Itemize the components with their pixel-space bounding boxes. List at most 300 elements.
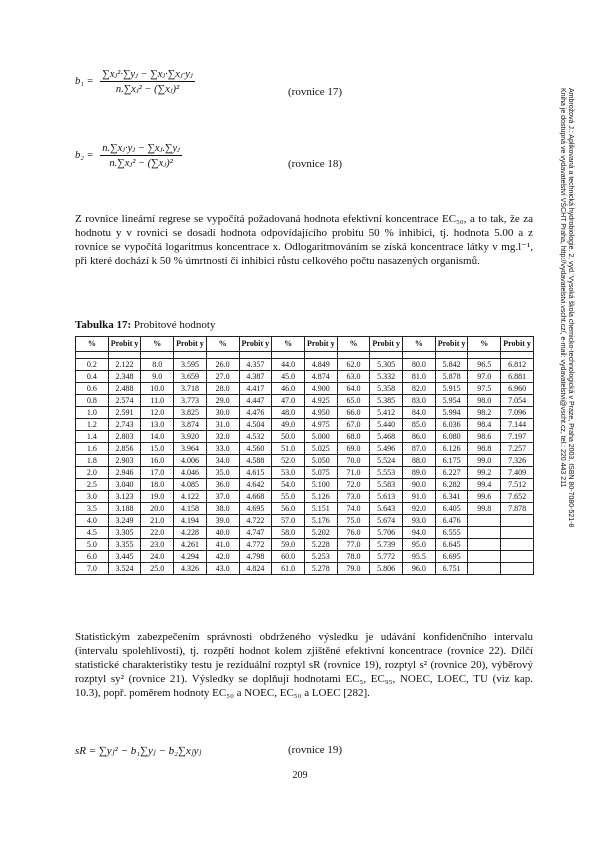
table-cell-probit: 7.652	[501, 491, 534, 503]
table-cell-probit: 6.405	[435, 503, 468, 515]
table-cell-probit: 5.176	[304, 515, 337, 527]
table-cell-probit: 3.718	[174, 383, 207, 395]
column-header-percent: %	[272, 337, 305, 352]
table-row	[76, 395, 534, 407]
table-cell-probit: 4.387	[239, 371, 272, 383]
table-cell-percent: 40.0	[206, 527, 239, 539]
table-cell-probit: 6.126	[435, 443, 468, 455]
table-cell-probit: 5.583	[370, 479, 403, 491]
table-cell-probit: 2.574	[108, 395, 141, 407]
table-cell-percent: 99.4	[468, 479, 501, 491]
table-cell-probit: 5.524	[370, 455, 403, 467]
table-cell-probit: 5.126	[304, 491, 337, 503]
table-cell-percent: 34.0	[206, 455, 239, 467]
table-cell-percent: 47.0	[272, 395, 305, 407]
table-cell-probit: 5.613	[370, 491, 403, 503]
table-cell-percent: 80.0	[403, 359, 436, 371]
equation-17-fraction	[100, 68, 194, 95]
table-cell-percent: 51.0	[272, 443, 305, 455]
table-cell-probit: 6.036	[435, 419, 468, 431]
column-header-percent: %	[403, 337, 436, 352]
table-cell-percent: 45.0	[272, 371, 305, 383]
table-cell-probit: 3.123	[108, 491, 141, 503]
equation-18	[75, 142, 182, 169]
table-cell-probit: 6.751	[435, 563, 468, 575]
table-cell-percent: 99.0	[468, 455, 501, 467]
table-cell-probit: 3.445	[108, 551, 141, 563]
table-cell-percent: 9.0	[141, 371, 174, 383]
table-row	[76, 491, 534, 503]
table-cell-percent: 17.0	[141, 467, 174, 479]
table-cell-probit: 7.054	[501, 395, 534, 407]
table-cell-probit: 7.257	[501, 443, 534, 455]
table-cell-percent: 59.0	[272, 539, 305, 551]
table-cell-percent: 28.0	[206, 383, 239, 395]
table-cell-percent: 69.0	[337, 443, 370, 455]
table-row	[76, 407, 534, 419]
table-cell-probit: 6.341	[435, 491, 468, 503]
table-cell-percent: 70.0	[337, 455, 370, 467]
table-cell-probit: 2.946	[108, 467, 141, 479]
table-cell-percent	[468, 539, 501, 551]
table-cell-percent: 1.2	[76, 419, 109, 431]
table-cell-percent: 50.0	[272, 431, 305, 443]
table-cell-probit: 5.253	[304, 551, 337, 563]
table-cell-probit: 4.122	[174, 491, 207, 503]
table-cell-percent: 72.0	[337, 479, 370, 491]
table-spacer-cell	[403, 352, 436, 359]
table-cell-percent: 49.0	[272, 419, 305, 431]
table-cell-probit: 4.326	[174, 563, 207, 575]
table-cell-percent: 2.0	[76, 467, 109, 479]
table-cell-percent: 19.0	[141, 491, 174, 503]
table-cell-probit: 4.615	[239, 467, 272, 479]
table-cell-percent: 0.4	[76, 371, 109, 383]
table-cell-percent: 99.6	[468, 491, 501, 503]
table-cell-percent: 27.0	[206, 371, 239, 383]
table-cell-percent: 1.4	[76, 431, 109, 443]
sidebar-citation	[559, 88, 574, 528]
equation-18-numerator: n.∑xⱼ·yⱼ − ∑xⱼ.∑yⱼ	[102, 143, 180, 154]
table-cell-probit: 3.040	[108, 479, 141, 491]
table-cell-probit: 5.440	[370, 419, 403, 431]
table-cell-probit: 7.326	[501, 455, 534, 467]
table-cell-probit	[501, 515, 534, 527]
table-cell-probit: 4.046	[174, 467, 207, 479]
table-cell-probit: 7.409	[501, 467, 534, 479]
table-spacer-cell	[239, 352, 272, 359]
table-cell-probit: 6.812	[501, 359, 534, 371]
table-spacer-cell	[435, 352, 468, 359]
table-row	[76, 359, 534, 371]
table-cell-percent: 61.0	[272, 563, 305, 575]
column-header-probit: Probit y	[435, 337, 468, 352]
table-cell-percent: 76.0	[337, 527, 370, 539]
table-spacer-cell	[108, 352, 141, 359]
table-cell-percent: 78.0	[337, 551, 370, 563]
table-cell-probit: 6.080	[435, 431, 468, 443]
table-cell-probit: 5.100	[304, 479, 337, 491]
table-cell-percent	[468, 551, 501, 563]
table-cell-probit: 5.496	[370, 443, 403, 455]
column-header-percent: %	[337, 337, 370, 352]
table-row	[76, 515, 534, 527]
table-cell-probit: 4.417	[239, 383, 272, 395]
equation-17-label: (rovnice 17)	[288, 86, 343, 98]
column-header-percent: %	[76, 337, 109, 352]
table-cell-probit: 5.878	[435, 371, 468, 383]
table-cell-percent: 7.0	[76, 563, 109, 575]
table-cell-percent: 1.8	[76, 455, 109, 467]
table-spacer-cell	[370, 352, 403, 359]
table-cell-probit: 2.743	[108, 419, 141, 431]
table-spacer-cell	[304, 352, 337, 359]
table-cell-probit: 7.878	[501, 503, 534, 515]
table-cell-probit: 4.925	[304, 395, 337, 407]
table-row	[76, 431, 534, 443]
table-row	[76, 551, 534, 563]
table-cell-percent: 96.5	[468, 359, 501, 371]
table-cell-probit: 5.915	[435, 383, 468, 395]
table-cell-percent: 60.0	[272, 551, 305, 563]
table-row	[76, 539, 534, 551]
table-spacer-cell	[468, 352, 501, 359]
table-cell-probit: 4.722	[239, 515, 272, 527]
table-cell-probit: 6.645	[435, 539, 468, 551]
table-cell-percent: 89.0	[403, 467, 436, 479]
equation-17-denominator: n.∑xⱼ² − (∑xⱼ)²	[115, 84, 180, 95]
table-cell-percent: 83.0	[403, 395, 436, 407]
table-cell-percent: 14.0	[141, 431, 174, 443]
table-cell-percent: 29.0	[206, 395, 239, 407]
table-cell-probit: 4.085	[174, 479, 207, 491]
table-cell-probit: 4.798	[239, 551, 272, 563]
table-row	[76, 455, 534, 467]
table-cell-probit	[501, 539, 534, 551]
table-cell-probit: 4.642	[239, 479, 272, 491]
table-cell-percent: 22.0	[141, 527, 174, 539]
table-cell-percent: 33.0	[206, 443, 239, 455]
table-cell-percent: 98.8	[468, 443, 501, 455]
column-header-probit: Probit y	[239, 337, 272, 352]
table-cell-percent: 0.2	[76, 359, 109, 371]
table-cell-probit: 5.643	[370, 503, 403, 515]
table-cell-probit	[501, 551, 534, 563]
table-cell-probit: 5.358	[370, 383, 403, 395]
table-cell-probit: 4.695	[239, 503, 272, 515]
table-row	[76, 371, 534, 383]
table-cell-percent: 71.0	[337, 467, 370, 479]
table-cell-percent: 5.0	[76, 539, 109, 551]
table-cell-probit: 3.874	[174, 419, 207, 431]
equation-18-denominator: n.∑xⱼ² − (∑xⱼ)²	[109, 158, 173, 169]
table-cell-probit: 3.773	[174, 395, 207, 407]
table-cell-probit: 2.591	[108, 407, 141, 419]
table-cell-probit	[501, 563, 534, 575]
table-cell-probit: 4.194	[174, 515, 207, 527]
table-cell-probit: 4.006	[174, 455, 207, 467]
column-header-percent: %	[141, 337, 174, 352]
table-caption-title: Probitové hodnoty	[133, 319, 216, 331]
column-header-percent: %	[206, 337, 239, 352]
equation-17-lhs: b₁ =	[75, 76, 94, 87]
table-cell-probit: 5.000	[304, 431, 337, 443]
table-cell-percent: 41.0	[206, 539, 239, 551]
table-spacer-row	[76, 352, 534, 359]
table-cell-percent: 1.0	[76, 407, 109, 419]
table-cell-probit: 4.874	[304, 371, 337, 383]
table-cell-percent: 75.0	[337, 515, 370, 527]
page-number: 209	[292, 770, 308, 781]
table-cell-percent: 4.0	[76, 515, 109, 527]
table-cell-probit: 5.772	[370, 551, 403, 563]
table-row	[76, 419, 534, 431]
table-cell-probit: 6.881	[501, 371, 534, 383]
table-cell-percent: 43.0	[206, 563, 239, 575]
table-cell-percent: 87.0	[403, 443, 436, 455]
column-header-probit: Probit y	[501, 337, 534, 352]
paragraph-statistics: Statistickým zabezpečením správnosti obdrženého výsledku je udávání konfidenčního intervalu (intervalu spolehlivosti), tj. rozpětí hodnot kolem zjištěné efektivní koncentrace (rovnice 22). Dílčí statistické charakteristiky testu je reziduální rozptyl sR (rovnice 19), rozptyl s² (rovnice 20), výběrový rozptyl sy² (rovnice 21). Výsledky se doplňují hodnotami EC₅, EC₉₅, NOEC, LOEC, TU (viz kap. 10.3), popř. poměrem hodnoty EC₅₀ a NOEC, EC₅₀ a LOEC [282].	[75, 631, 533, 699]
table-cell-percent: 37.0	[206, 491, 239, 503]
table-cell-probit: 3.524	[108, 563, 141, 575]
table-cell-percent: 98.4	[468, 419, 501, 431]
table-cell-probit: 7.512	[501, 479, 534, 491]
table-cell-percent: 57.0	[272, 515, 305, 527]
table-cell-probit: 4.357	[239, 359, 272, 371]
sidebar-citation-text: Ambrožová J.: Aplikovaná a technická hydrobiologie. 2. vyd. Vysoká škola chemicko-technologická v Praze, Praha 2003. ISBN 80-7080-521-8 Kniha je dostupná ve vydavatelství VŠCHT Praha, http://vydavatelstvi.vscht.cz/, e-mail: vydavatelstvi@vscht.cz, tel.: 220 443 211	[559, 88, 574, 528]
table-cell-probit: 3.355	[108, 539, 141, 551]
table-header-row	[76, 337, 534, 352]
table-cell-probit: 4.261	[174, 539, 207, 551]
table-spacer-cell	[141, 352, 174, 359]
table-cell-percent: 85.0	[403, 419, 436, 431]
table-cell-probit: 5.385	[370, 395, 403, 407]
table-cell-percent: 93.0	[403, 515, 436, 527]
table-cell-probit: 5.025	[304, 443, 337, 455]
table-cell-probit: 4.476	[239, 407, 272, 419]
table-cell-probit: 5.412	[370, 407, 403, 419]
table-cell-percent: 63.0	[337, 371, 370, 383]
probit-table	[75, 336, 534, 575]
table-cell-percent: 53.0	[272, 467, 305, 479]
table-cell-probit: 5.842	[435, 359, 468, 371]
table-row	[76, 503, 534, 515]
table-cell-percent: 94.0	[403, 527, 436, 539]
equation-17	[75, 68, 195, 95]
table-cell-percent: 21.0	[141, 515, 174, 527]
table-cell-probit: 6.555	[435, 527, 468, 539]
table-cell-percent: 38.0	[206, 503, 239, 515]
table-cell-probit: 4.824	[239, 563, 272, 575]
table-cell-percent: 64.0	[337, 383, 370, 395]
table-cell-probit: 4.228	[174, 527, 207, 539]
table-cell-probit: 2.122	[108, 359, 141, 371]
table-cell-percent: 3.5	[76, 503, 109, 515]
table-cell-percent: 52.0	[272, 455, 305, 467]
table-cell-probit: 5.305	[370, 359, 403, 371]
table-cell-percent: 98.2	[468, 407, 501, 419]
table-cell-percent	[468, 527, 501, 539]
table-cell-percent: 84.0	[403, 407, 436, 419]
table-cell-probit: 4.747	[239, 527, 272, 539]
table-cell-percent: 0.6	[76, 383, 109, 395]
table-cell-percent	[468, 515, 501, 527]
table-cell-probit: 4.588	[239, 455, 272, 467]
table-cell-percent: 79.0	[337, 563, 370, 575]
table-cell-probit: 6.960	[501, 383, 534, 395]
table-cell-percent: 86.0	[403, 431, 436, 443]
table-cell-percent: 98.6	[468, 431, 501, 443]
table-cell-probit	[501, 527, 534, 539]
table-cell-percent: 92.0	[403, 503, 436, 515]
table-cell-percent: 68.0	[337, 431, 370, 443]
table-cell-percent: 30.0	[206, 407, 239, 419]
table-row	[76, 443, 534, 455]
table-cell-percent: 82.0	[403, 383, 436, 395]
table-cell-percent: 97.5	[468, 383, 501, 395]
table-cell-percent: 16.0	[141, 455, 174, 467]
table-cell-probit: 5.202	[304, 527, 337, 539]
table-cell-probit: 5.228	[304, 539, 337, 551]
table-cell-probit: 4.950	[304, 407, 337, 419]
table-cell-probit: 7.096	[501, 407, 534, 419]
table-cell-percent: 65.0	[337, 395, 370, 407]
table-cell-percent: 81.0	[403, 371, 436, 383]
table-cell-probit: 6.227	[435, 467, 468, 479]
table-cell-probit: 3.825	[174, 407, 207, 419]
table-spacer-cell	[337, 352, 370, 359]
table-cell-percent: 3.0	[76, 491, 109, 503]
table-cell-probit: 5.468	[370, 431, 403, 443]
table-cell-percent: 99.8	[468, 503, 501, 515]
table-cell-percent: 26.0	[206, 359, 239, 371]
table-cell-percent: 6.0	[76, 551, 109, 563]
table-cell-percent: 31.0	[206, 419, 239, 431]
table-cell-probit: 4.560	[239, 443, 272, 455]
table-cell-probit: 2.856	[108, 443, 141, 455]
table-spacer-cell	[272, 352, 305, 359]
table-cell-percent: 67.0	[337, 419, 370, 431]
table-row	[76, 563, 534, 575]
table-cell-probit: 5.151	[304, 503, 337, 515]
table-cell-percent: 2.5	[76, 479, 109, 491]
equation-19-expression: sR = ∑yⱼ² − b₁∑yⱼ − b₂∑xⱼyⱼ	[75, 745, 202, 757]
equation-19-label: (rovnice 19)	[288, 744, 343, 756]
table-cell-probit: 3.920	[174, 431, 207, 443]
table-cell-probit: 3.249	[108, 515, 141, 527]
table-cell-probit: 5.954	[435, 395, 468, 407]
table-cell-percent: 88.0	[403, 455, 436, 467]
table-cell-probit: 5.278	[304, 563, 337, 575]
table-cell-probit: 6.282	[435, 479, 468, 491]
table-cell-probit: 2.903	[108, 455, 141, 467]
column-header-probit: Probit y	[304, 337, 337, 352]
table-cell-percent: 42.0	[206, 551, 239, 563]
equation-18-label: (rovnice 18)	[288, 158, 343, 170]
table-cell-probit: 3.305	[108, 527, 141, 539]
table-cell-percent: 8.0	[141, 359, 174, 371]
table-cell-percent: 13.0	[141, 419, 174, 431]
table-cell-percent: 10.0	[141, 383, 174, 395]
table-cell-probit: 4.849	[304, 359, 337, 371]
table-caption	[75, 319, 216, 331]
table-cell-percent: 91.0	[403, 491, 436, 503]
table-cell-probit: 5.075	[304, 467, 337, 479]
table-row	[76, 527, 534, 539]
table-cell-probit: 7.144	[501, 419, 534, 431]
table-cell-probit: 5.706	[370, 527, 403, 539]
table-row	[76, 479, 534, 491]
table-cell-probit: 2.488	[108, 383, 141, 395]
table-cell-probit: 5.806	[370, 563, 403, 575]
table-cell-percent: 55.0	[272, 491, 305, 503]
table-cell-percent: 44.0	[272, 359, 305, 371]
table-cell-probit: 3.595	[174, 359, 207, 371]
table-cell-percent: 11.0	[141, 395, 174, 407]
table-cell-percent: 95.5	[403, 551, 436, 563]
table-cell-percent: 58.0	[272, 527, 305, 539]
table-spacer-cell	[174, 352, 207, 359]
table-cell-percent: 36.0	[206, 479, 239, 491]
table-cell-probit: 5.553	[370, 467, 403, 479]
table-cell-percent: 24.0	[141, 551, 174, 563]
table-cell-probit: 2.348	[108, 371, 141, 383]
table-cell-probit: 4.158	[174, 503, 207, 515]
column-header-probit: Probit y	[174, 337, 207, 352]
table-cell-percent: 77.0	[337, 539, 370, 551]
table-spacer-cell	[76, 352, 109, 359]
table-cell-percent: 99.2	[468, 467, 501, 479]
table-cell-percent	[468, 563, 501, 575]
table-cell-probit: 4.975	[304, 419, 337, 431]
table-cell-probit: 5.994	[435, 407, 468, 419]
table-cell-percent: 15.0	[141, 443, 174, 455]
table-row	[76, 467, 534, 479]
table-cell-percent: 35.0	[206, 467, 239, 479]
table-cell-percent: 95.0	[403, 539, 436, 551]
table-cell-probit: 6.175	[435, 455, 468, 467]
equation-18-lhs: b₂ =	[75, 150, 94, 161]
table-cell-percent: 46.0	[272, 383, 305, 395]
table-spacer-cell	[501, 352, 534, 359]
table-cell-probit: 5.674	[370, 515, 403, 527]
table-cell-probit: 5.050	[304, 455, 337, 467]
table-cell-percent: 25.0	[141, 563, 174, 575]
table-cell-probit: 3.964	[174, 443, 207, 455]
table-cell-percent: 39.0	[206, 515, 239, 527]
equation-18-fraction	[100, 142, 182, 169]
table-cell-percent: 20.0	[141, 503, 174, 515]
table-cell-percent: 96.0	[403, 563, 436, 575]
table-cell-percent: 32.0	[206, 431, 239, 443]
table-cell-percent: 56.0	[272, 503, 305, 515]
table-cell-percent: 90.0	[403, 479, 436, 491]
table-caption-label: Tabulka 17:	[75, 319, 132, 331]
table-cell-probit: 3.188	[108, 503, 141, 515]
paragraph-regression: Z rovnice lineární regrese se vypočítá požadovaná hodnota efektivní koncentrace EC₅₀, a to tak, že za hodnotu y v rovnici se dosadí hodnota odpovídajícího probitu 50 % inhibici, tj. hodnota 5.00 a z rovnice se vypočítá logaritmus koncentrace x. Odlogaritmováním se získá koncentrace látky v mg.l⁻¹, při které dochází k 50 % úmrtnosti či inhibici růstu celkového počtu nasazených organismů.	[75, 213, 533, 267]
table-cell-percent: 23.0	[141, 539, 174, 551]
table-cell-percent: 54.0	[272, 479, 305, 491]
table-cell-probit: 4.532	[239, 431, 272, 443]
table-cell-probit: 4.447	[239, 395, 272, 407]
table-cell-probit: 5.739	[370, 539, 403, 551]
column-header-probit: Probit y	[108, 337, 141, 352]
table-cell-probit: 3.659	[174, 371, 207, 383]
table-cell-percent: 66.0	[337, 407, 370, 419]
table-cell-percent: 74.0	[337, 503, 370, 515]
table-cell-probit: 7.197	[501, 431, 534, 443]
table-cell-probit: 6.476	[435, 515, 468, 527]
